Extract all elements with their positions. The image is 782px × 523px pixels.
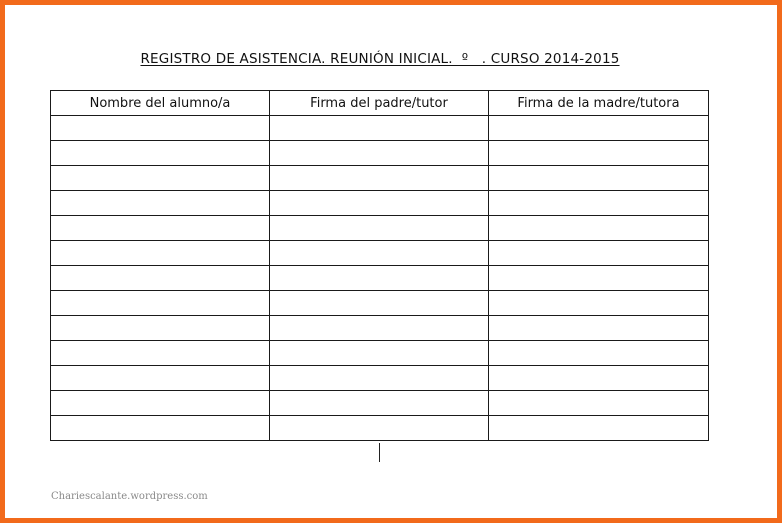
table-row xyxy=(51,116,709,141)
father-signature-cell[interactable] xyxy=(270,216,489,241)
father-signature-cell[interactable] xyxy=(270,166,489,191)
father-signature-cell[interactable] xyxy=(270,266,489,291)
table-row xyxy=(51,341,709,366)
student-name-cell[interactable] xyxy=(51,216,270,241)
father-signature-cell[interactable] xyxy=(270,391,489,416)
student-name-cell[interactable] xyxy=(51,416,270,441)
student-name-cell[interactable] xyxy=(51,391,270,416)
watermark-credit: Chariescalante.wordpress.com xyxy=(51,491,208,502)
father-signature-cell[interactable] xyxy=(270,291,489,316)
father-signature-cell[interactable] xyxy=(270,191,489,216)
column-header-student-name: Nombre del alumno/a xyxy=(51,91,270,116)
table-row xyxy=(51,316,709,341)
mother-signature-cell[interactable] xyxy=(489,341,709,366)
student-name-cell[interactable] xyxy=(51,266,270,291)
column-header-mother-signature: Firma de la madre/tutora xyxy=(489,91,709,116)
mother-signature-cell[interactable] xyxy=(489,191,709,216)
student-name-cell[interactable] xyxy=(51,241,270,266)
attendance-table xyxy=(50,90,709,441)
father-signature-cell[interactable] xyxy=(270,241,489,266)
document-title: REGISTRO DE ASISTENCIA. REUNIÓN INICIAL. º . CURSO 2014-2015 xyxy=(140,51,620,67)
text-cursor-mark xyxy=(379,443,380,462)
student-name-cell[interactable] xyxy=(51,116,270,141)
table-body xyxy=(51,116,709,441)
student-name-cell[interactable] xyxy=(51,291,270,316)
table-row xyxy=(51,391,709,416)
mother-signature-cell[interactable] xyxy=(489,241,709,266)
father-signature-cell[interactable] xyxy=(270,416,489,441)
father-signature-cell[interactable] xyxy=(270,316,489,341)
student-name-cell[interactable] xyxy=(51,366,270,391)
column-header-father-signature: Firma del padre/tutor xyxy=(270,91,489,116)
mother-signature-cell[interactable] xyxy=(489,266,709,291)
mother-signature-cell[interactable] xyxy=(489,416,709,441)
table-row xyxy=(51,266,709,291)
mother-signature-cell[interactable] xyxy=(489,391,709,416)
table-row xyxy=(51,291,709,316)
father-signature-cell[interactable] xyxy=(270,341,489,366)
student-name-cell[interactable] xyxy=(51,141,270,166)
mother-signature-cell[interactable] xyxy=(489,366,709,391)
mother-signature-cell[interactable] xyxy=(489,116,709,141)
father-signature-cell[interactable] xyxy=(270,116,489,141)
table-row xyxy=(51,141,709,166)
student-name-cell[interactable] xyxy=(51,341,270,366)
mother-signature-cell[interactable] xyxy=(489,141,709,166)
mother-signature-cell[interactable] xyxy=(489,216,709,241)
student-name-cell[interactable] xyxy=(51,316,270,341)
table-row xyxy=(51,241,709,266)
table-row xyxy=(51,416,709,441)
table-header-row xyxy=(51,91,709,116)
father-signature-cell[interactable] xyxy=(270,141,489,166)
table-row xyxy=(51,216,709,241)
table-row xyxy=(51,366,709,391)
table-row xyxy=(51,166,709,191)
student-name-cell[interactable] xyxy=(51,191,270,216)
mother-signature-cell[interactable] xyxy=(489,316,709,341)
table-row xyxy=(51,191,709,216)
mother-signature-cell[interactable] xyxy=(489,291,709,316)
mother-signature-cell[interactable] xyxy=(489,166,709,191)
father-signature-cell[interactable] xyxy=(270,366,489,391)
student-name-cell[interactable] xyxy=(51,166,270,191)
